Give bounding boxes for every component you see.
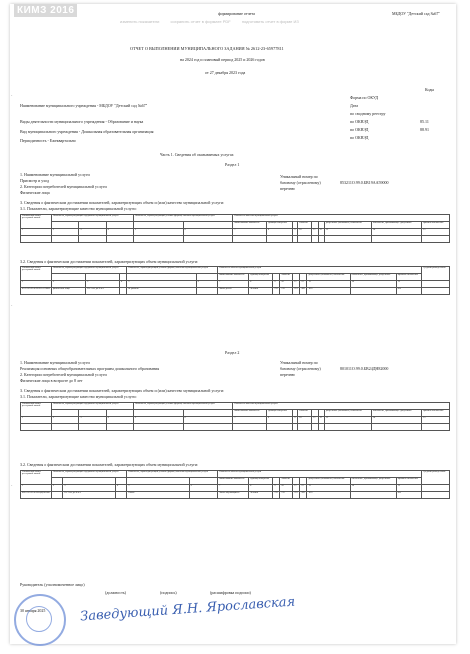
s1-uniq-label-2: базовому (отраслевому) xyxy=(280,180,321,185)
th-unique: Уникальный номер реестровой записи xyxy=(21,215,52,229)
activity-1: Виды деятельности муниципального учреждения - Образование и наука xyxy=(20,119,144,124)
s2-service-label: 1. Наименование муниципальной услуги xyxy=(20,360,90,365)
okved2-value: 88.91 xyxy=(420,127,429,132)
prepare-link[interactable]: подготовить отчет в форме ИЗ xyxy=(241,19,299,24)
s1-q3: 3. Сведения о фактическом достижении показателей, характеризующих объем и (или) качество муниципальной услуги: xyxy=(20,200,225,205)
section-1-heading: Раздел 1 xyxy=(225,162,240,167)
section-2-heading: Раздел 2 xyxy=(225,350,240,355)
s2-uniq-label: Уникальный номер по xyxy=(280,360,318,365)
signing-date: 30 января 2025 xyxy=(20,608,46,613)
s1-quality-table: Уникальный номер реестровой записи Показатель, характеризующий содержание муниципальной услуги Показатель, характеризующий условия (формы) оказания муниципальной услуги Показатель качества муниципальной услуги наименование показателя единица измерения значение допустимое (возможное) отклонение отклонение, превышающее допустимое причина отклонения 1 2 3 4 5 6 7 8 9 10 11 12 13 14 15 xyxy=(20,214,450,243)
th-reason: причина отклонения xyxy=(422,222,450,229)
save-pdf-link[interactable]: сохранить отчет в формате PDF xyxy=(170,19,231,24)
position-caption: (должность) xyxy=(105,590,126,595)
s1-registry-code: 853211О.99.0.БВ19АА59000 xyxy=(340,180,389,185)
header-status: формирование отчета xyxy=(218,11,255,16)
s1-consumers-label: 2. Категории потребителей муниципальной услуги xyxy=(20,184,107,189)
th-value: значение xyxy=(298,222,312,229)
s2-volume-table: Уникальный номер реестровой записи Показатель, характеризующий содержание муниципальной услуги Показатель, характеризующий условия (формы) оказания муниципальной услуги Показатель объема муниципальной услуги Средний размер платы наименование показателя единица измерения значение допустимое (возможное) отклонение отклонение, превышающее допустимое причина отклонения 1 2 3 4 5 6 7 8 9 10 11 12 13 14 15 801011О.99.0.БВ24ДН82000 От 3 лет до 8 лет Очная Число обучающихся Человек 792 215 215 209 10% нет xyxy=(20,470,450,499)
s2-quality-table: Уникальный номер реестровой записи Показатель, характеризующий содержание муниципальной услуги Показатель, характеризующий условия (формы) оказания муниципальной услуги Показатель качества муниципальной услуги наименование показателя единица измерения значение допустимое (возможное) отклонение отклонение, превышающее допустимое причина отклонения 1 2 3 4 5 6 7 8 9 10 11 12 13 14 15 xyxy=(20,402,450,431)
report-title: ОТЧЕТ О ВЫПОЛНЕНИИ МУНИЦИПАЛЬНОГО ЗАДАНИЯ № 2612-23-65977811 xyxy=(130,46,284,51)
s1-service-name: Присмотр и уход xyxy=(20,178,49,183)
margin-mark: · xyxy=(11,484,13,489)
seal-stamp-icon xyxy=(14,594,66,646)
s1-consumers-name: Физические лица xyxy=(20,190,50,195)
s2-uniq-label-3: перечню xyxy=(280,372,295,377)
toolbar xyxy=(120,19,309,24)
margin-mark: · xyxy=(11,94,13,99)
report-date: от 27 декабря 2023 года xyxy=(205,70,246,75)
report-period: на 2024 год и плановый период 2025 и 2026 годов xyxy=(180,57,265,62)
s2-uniq-label-2: базовому (отраслевому) xyxy=(280,366,321,371)
signature-caption: (подпись) xyxy=(160,590,177,595)
activity-2: Вид муниципального учреждения - Дошкольная образовательная организация xyxy=(20,129,154,134)
s2-q3: 3. Сведения о фактическом достижении показателей, характеризующих объем и (или) качество муниципальной услуги: xyxy=(20,388,225,393)
reestr-label: по сводному реестру xyxy=(350,111,386,116)
table-row: 801011О.99.0.БВ24ДН82000 От 3 лет до 8 лет Очная Число обучающихся Человек 792 215 215 209 10% нет xyxy=(21,492,450,499)
s1-q32: 3.2. Сведения о фактическом достижении показателей, характеризующих объем муниципальной услуги: xyxy=(20,259,199,264)
okved1-label: по ОКВЭД xyxy=(350,119,369,124)
date-label: Дата xyxy=(350,103,358,108)
periodicity: Периодичность - Ежеквартально xyxy=(20,138,76,143)
s2-registry-code: 801011О.99.0.БВ24ДН82000 xyxy=(340,366,389,371)
app-logo: КИМЗ 2016 xyxy=(14,4,77,17)
s1-service-label: 1. Наименование муниципальной услуги xyxy=(20,172,90,177)
institution-name: Наименование муниципального учреждения - МБДОУ "Детский сад №67" xyxy=(20,103,148,108)
s2-service-name: Реализация основных общеобразовательных программ дошкольного образования xyxy=(20,366,160,371)
okved1-value: 85.11 xyxy=(420,119,429,124)
s1-uniq-label-3: перечню xyxy=(280,186,295,191)
s2-q31: 3.1. Показатели, характеризующие качество муниципальной услуги: xyxy=(20,394,137,399)
handwritten-signature: Заведующий Я.Н. Ярославская xyxy=(79,594,296,625)
signer-label: Руководитель (уполномоченное лицо) xyxy=(20,582,85,587)
th-over: отклонение, превышающее допустимое xyxy=(371,222,421,229)
margin-mark: · xyxy=(11,304,13,309)
th-dev: допустимое (возможное) отклонение xyxy=(324,222,371,229)
th-name: наименование показателя xyxy=(233,222,267,229)
s1-volume-table: Уникальный номер реестровой записи Показатель, характеризующий содержание муниципальной услуги Показатель, характеризующий условия (формы) оказания муниципальной услуги Показатель объема муниципальной услуги Средний размер платы наименование показателя единица измерения значение допустимое (возможное) отклонение отклонение, превышающее допустимое причина отклонения 1 2 3 4 5 6 7 8 9 10 11 12 13 14 15 853211О.99.0.БВ19АА59000 физические лица От 3 лет до 8 лет не указано Число детей Человек 792 215 215 209 10% нет xyxy=(20,266,450,295)
s1-q31: 3.1. Показатели, характеризующие качество муниципальной услуги: xyxy=(20,206,137,211)
header-org: МБДОУ "Детский сад №67" xyxy=(392,11,440,16)
table-row: 853211О.99.0.БВ19АА59000 физические лица От 3 лет до 8 лет не указано Число детей Человек 792 215 215 209 10% нет xyxy=(21,288,450,295)
th-content: Показатель, характеризующий содержание муниципальной услуги xyxy=(52,215,134,222)
th-cond: Показатель, характеризующий условия (формы) оказания муниципальной услуги xyxy=(134,215,233,222)
th-unit: единица измерения xyxy=(266,222,292,229)
s2-q32: 3.2. Сведения о фактическом достижении показателей, характеризующих объем муниципальной услуги: xyxy=(20,462,199,467)
okved3-label: по ОКВЭД xyxy=(350,135,369,140)
report-page xyxy=(10,4,456,644)
s2-consumers-label: 2. Категории потребителей муниципальной услуги xyxy=(20,372,107,377)
okved2-label: по ОКВЭД xyxy=(350,127,369,132)
decode-caption: (расшифровка подписи) xyxy=(210,590,251,595)
s1-uniq-label: Уникальный номер по xyxy=(280,174,318,179)
edit-link[interactable]: изменить показатели xyxy=(120,19,160,24)
okud-label: Форма по ОКУД xyxy=(350,95,379,100)
codes-head: Коды xyxy=(425,87,435,92)
part-1-heading: Часть 1. Сведения об оказываемых услугах xyxy=(160,152,234,157)
th-quality: Показатель качества муниципальной услуги xyxy=(233,215,450,222)
s2-consumers-name: Физические лица в возрасте до 8 лет xyxy=(20,378,83,383)
